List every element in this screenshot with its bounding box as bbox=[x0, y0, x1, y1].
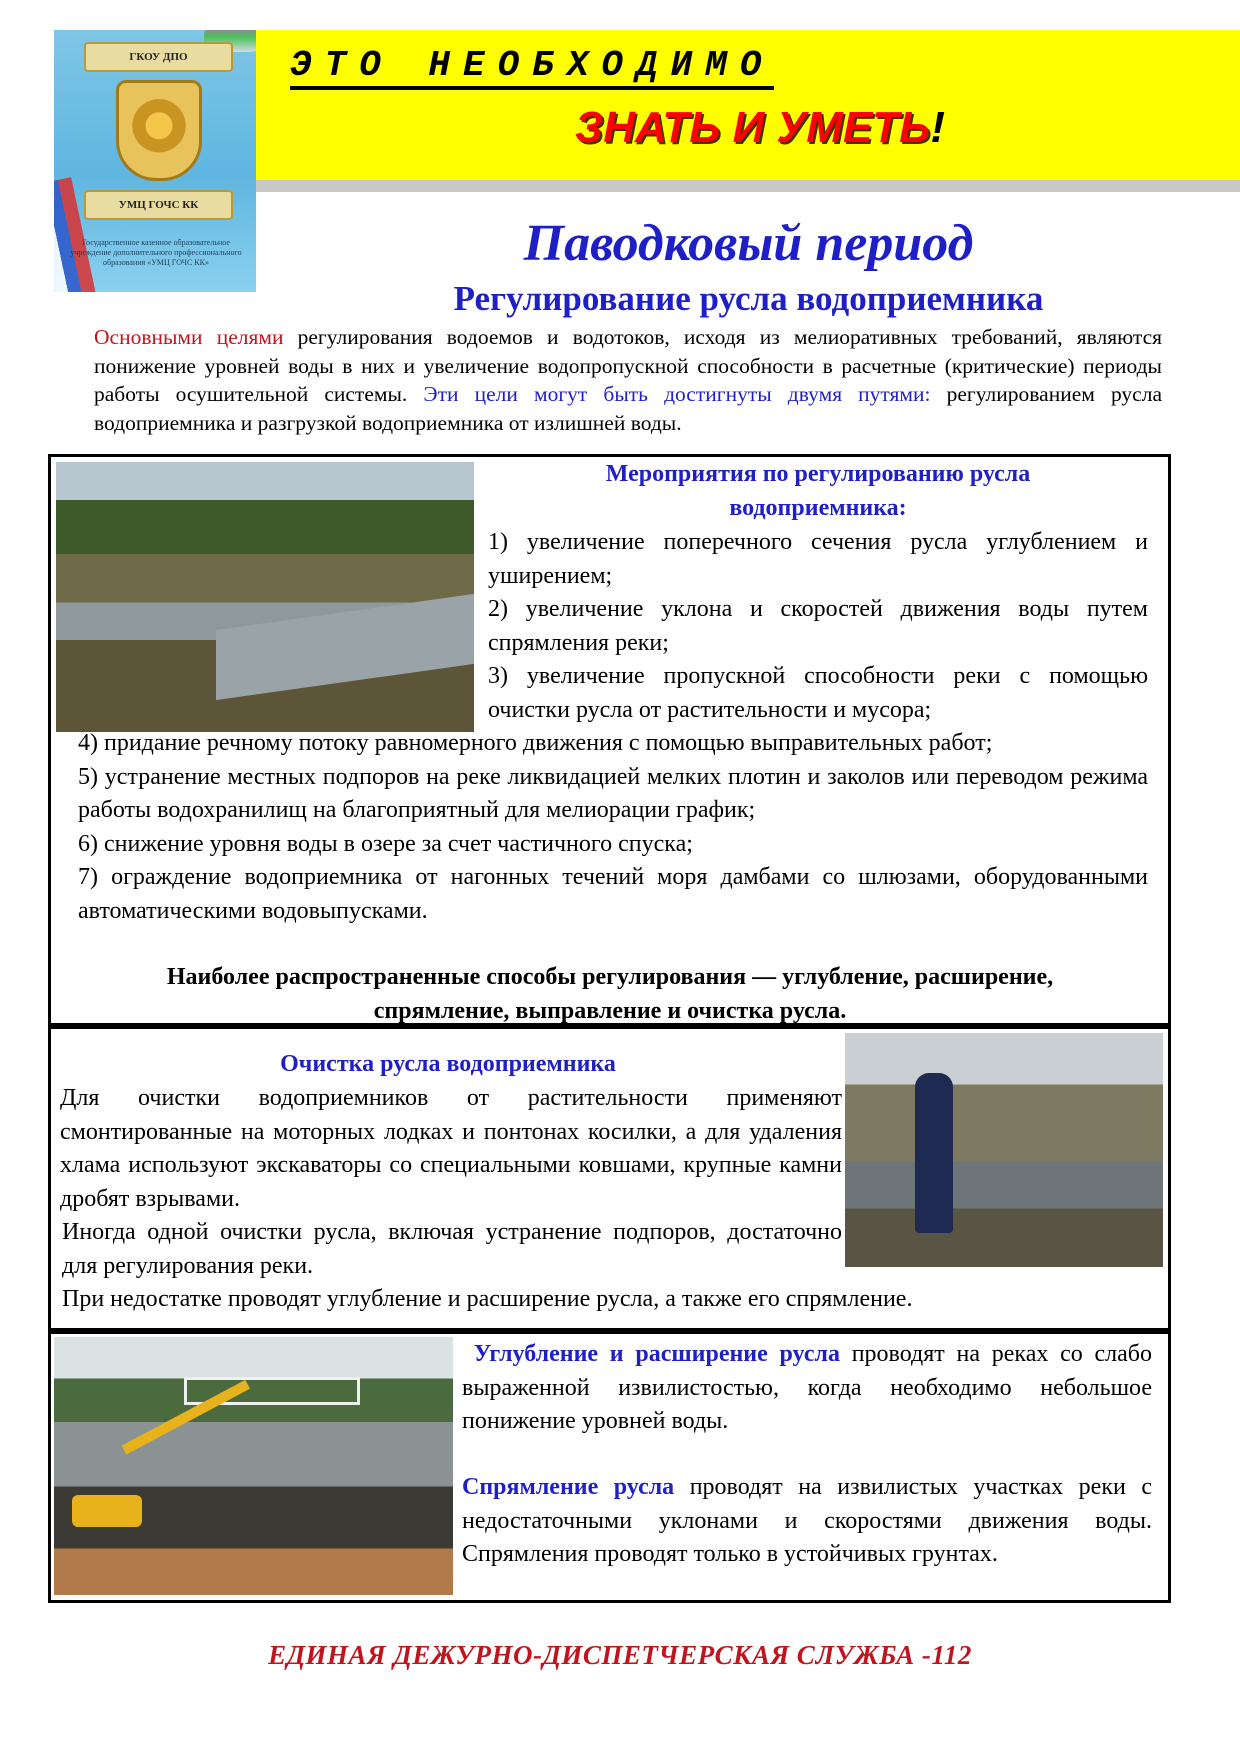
excavator-photo bbox=[54, 1337, 453, 1595]
measures-heading: Мероприятия по регулированию русла водоприемника: bbox=[605, 461, 1031, 521]
measure-item-4: 4) придание речному потоку равномерного движения с помощью выправительных работ; bbox=[78, 730, 993, 756]
measures-list-top bbox=[488, 526, 1148, 727]
measures-summary: Наиболее распространенные способы регулирования — углубление, расширение, спрямление, выправление и очистка русла. bbox=[166, 964, 1054, 1024]
intro-highlight-goals: Основными целями bbox=[94, 325, 284, 349]
straightening-paragraph bbox=[462, 1471, 1152, 1572]
header-line-1: ЭТО НЕОБХОДИМО bbox=[290, 46, 774, 90]
intro-text-2: регулированием русла водоприемника и разгрузкой водоприемника от излишней воды. bbox=[94, 382, 1162, 435]
page-subtitle: Регулирование русла водоприемника bbox=[453, 279, 1044, 318]
measure-item-5: 5) устранение местных подпоров на реке ликвидацией мелких плотин и заколов или переводом режима работы водохранилищ на благоприятный для мелиорации график; bbox=[78, 763, 1148, 823]
river-water bbox=[216, 594, 474, 700]
cleaning-paragraph-3: При недостатке проводят углубление и расширение русла, а также его спрямление. bbox=[62, 1286, 913, 1312]
deepening-text: проводят на реках со слабо выраженной извилистостью, когда необходимо небольшое понижение уровней воды. bbox=[462, 1341, 1152, 1434]
river-photo bbox=[56, 462, 474, 732]
straightening-text: проводят на извилистых участках реки с недостаточными уклонами и скоростями движения воды. Спрямления проводят только в устойчивых грунтах. bbox=[462, 1474, 1152, 1567]
cleaning-paragraph-2: Иногда одной очистки русла, включая устранение подпоров, достаточно для регулирования реки. bbox=[62, 1219, 842, 1279]
deepening-term: Углубление и расширение русла bbox=[473, 1341, 840, 1367]
intro-text-1: регулирования водоемов и водотоков, исходя из мелиоративных требований, являются понижение уровней воды в них и увеличение водопропускной способности в расчетные (критические) периоды работы осушительной системы. bbox=[94, 325, 1162, 406]
measures-list-bottom bbox=[78, 727, 1148, 928]
cleaning-photo bbox=[845, 1033, 1163, 1267]
excavator-body bbox=[72, 1495, 142, 1527]
logo-top-ribbon: ГКОУ ДПО bbox=[84, 42, 233, 72]
header-exclamation: ! bbox=[930, 103, 945, 152]
measure-item-7: 7) ограждение водоприемника от нагонных течений моря дамбами со шлюзами, оборудованными автоматическими водовыпусками. bbox=[78, 864, 1148, 924]
measure-item-3: 3) увеличение пропускной способности реки с помощью очистки русла от растительности и мусора; bbox=[488, 663, 1148, 723]
measure-item-2: 2) увеличение уклона и скоростей движения воды путем спрямления реки; bbox=[488, 596, 1148, 656]
deepening-paragraph bbox=[462, 1338, 1152, 1439]
header-line-2-text: ЗНАТЬ И УМЕТЬ bbox=[575, 103, 931, 152]
cleaning-paragraph-1: Для очистки водоприемников от растительности применяют смонтированные на моторных лодках и понтонах косилки, а для удаления хлама используют экскаваторы со специальными ковшами, крупные камни дробят взрывами. bbox=[60, 1085, 842, 1212]
header-line-2 bbox=[575, 100, 945, 156]
straightening-term: Спрямление русла bbox=[462, 1474, 675, 1500]
logo-bottom-ribbon: УМЦ ГОЧС КК bbox=[84, 190, 233, 220]
footer-service-line: ЕДИНАЯ ДЕЖУРНО-ДИСПЕТЧЕРСКАЯ СЛУЖБА -112 bbox=[268, 1640, 972, 1670]
logo-subtitle: Государственное казенное образовательное учреждение дополнительного профессионального образования «УМЦ ГОЧС КК» bbox=[70, 238, 242, 267]
emblem-shield-icon bbox=[116, 80, 202, 181]
cleaning-heading: Очистка русла водоприемника bbox=[280, 1051, 616, 1077]
header-divider bbox=[256, 180, 1240, 192]
intro-highlight-ways: Эти цели могут быть достигнуты двумя путями: bbox=[423, 382, 931, 406]
measure-item-6: 6) снижение уровня воды в озере за счет частичного спуска; bbox=[78, 830, 693, 857]
page-title: Паводковый период bbox=[523, 215, 974, 272]
measure-item-1: 1) увеличение поперечного сечения русла углублением и уширением; bbox=[488, 529, 1148, 589]
worker-figure bbox=[915, 1073, 953, 1233]
intro-paragraph bbox=[94, 323, 1162, 437]
organization-logo bbox=[54, 30, 256, 292]
